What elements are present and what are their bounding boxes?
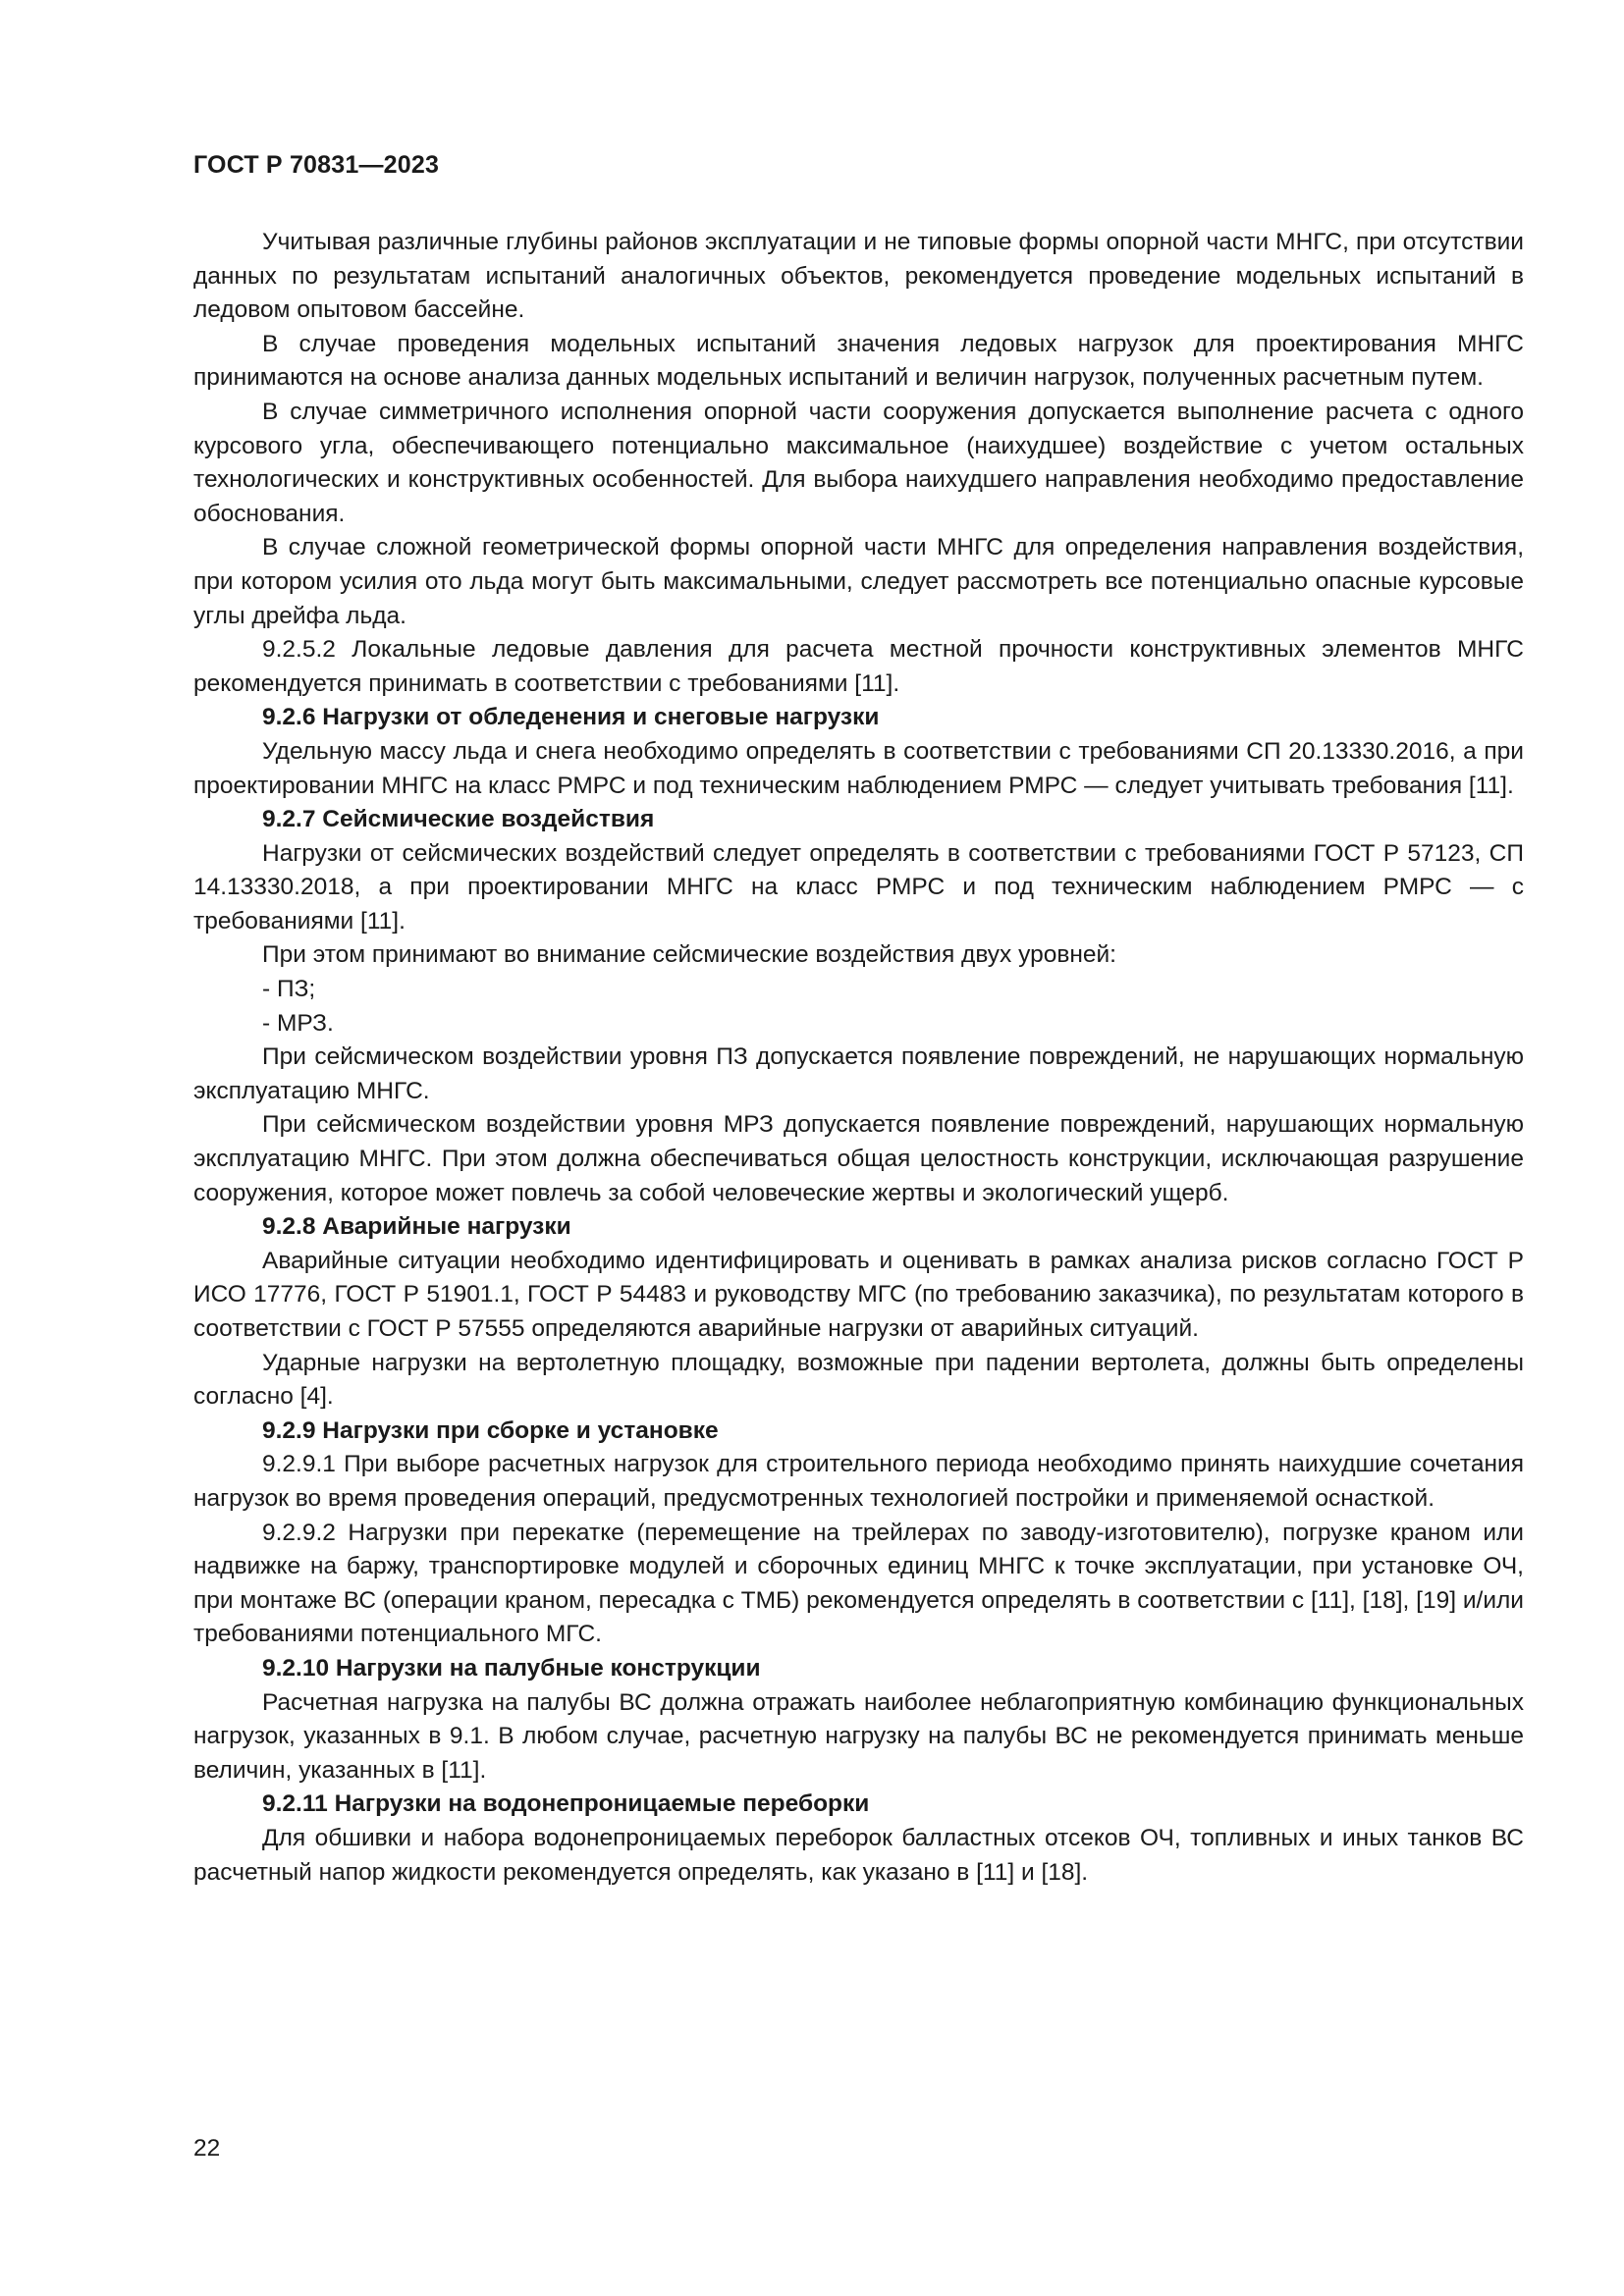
- list-item: - ПЗ;: [262, 976, 316, 1003]
- paragraph: 9.2.9.2 Нагрузки при перекатке (перемещение на трейлерах по заводу-изготовителю), погрузке краном или надвижке на баржу, транспортировке модулей и сборочных единиц МНГС к точке эксплуатации, при установке ОЧ, при монтаже ВС (операции краном, пересадка с ТМБ) рекомендуется определять в соответствии с [11], [18], [19] и/или требованиями потенциального МГС.: [193, 1519, 1524, 1648]
- section-heading: 9.2.7 Сейсмические воздействия: [262, 806, 655, 833]
- page-number: 22: [193, 2135, 221, 2162]
- paragraph: Нагрузки от сейсмических воздействий следует определять в соответствии с требованиями ГОСТ Р 57123, СП 14.13330.2018, а при проектировании МНГС на класс РМРС и под техническим наблюдением РМРС — с требованиями [11].: [193, 839, 1524, 934]
- document-body: [193, 226, 1524, 1890]
- list-item: - МРЗ.: [262, 1009, 334, 1037]
- paragraph: Учитывая различные глубины районов эксплуатации и не типовые формы опорной части МНГС, при отсутствии данных по результатам испытаний аналогичных объектов, рекомендуется проведение модельных испытаний в ледовом опытовом бассейне.: [193, 229, 1524, 324]
- paragraph: При этом принимают во внимание сейсмические воздействия двух уровней:: [262, 941, 1116, 969]
- paragraph: 9.2.5.2 Локальные ледовые давления для расчета местной прочности конструктивных элементов МНГС рекомендуется принимать в соответствии с требованиями [11].: [193, 636, 1524, 697]
- section-heading: 9.2.10 Нагрузки на палубные конструкции: [262, 1654, 761, 1682]
- section-heading: 9.2.9 Нагрузки при сборке и установке: [262, 1416, 719, 1444]
- section-heading: 9.2.6 Нагрузки от обледенения и снеговые нагрузки: [262, 704, 880, 731]
- paragraph: При сейсмическом воздействии уровня ПЗ допускается появление повреждений, не нарушающих нормальную эксплуатацию МНГС.: [193, 1043, 1524, 1104]
- section-heading: 9.2.11 Нагрузки на водонепроницаемые переборки: [262, 1790, 870, 1818]
- paragraph: В случае сложной геометрической формы опорной части МНГС для определения направления воздействия, при котором усилия ото льда могут быть максимальными, следует рассмотреть все потенциально опасные курсовые углы дрейфа льда.: [193, 534, 1524, 629]
- section-heading: 9.2.8 Аварийные нагрузки: [262, 1213, 571, 1241]
- paragraph: Аварийные ситуации необходимо идентифицировать и оценивать в рамках анализа рисков согласно ГОСТ Р ИСО 17776, ГОСТ Р 51901.1, ГОСТ Р 54483 и руководству МГС (по требованию заказчика), по результатам которого в соответствии с ГОСТ Р 57555 определяются аварийные нагрузки от аварийных ситуаций.: [193, 1247, 1524, 1342]
- paragraph: 9.2.9.1 При выборе расчетных нагрузок для строительного периода необходимо принять наихудшие сочетания нагрузок во время проведения операций, предусмотренных технологией постройки и применяемой оснасткой.: [193, 1451, 1524, 1512]
- document-header: ГОСТ Р 70831—2023: [193, 151, 440, 179]
- paragraph: В случае симметричного исполнения опорной части сооружения допускается выполнение расчета с одного курсового угла, обеспечивающего потенциально максимальное (наихудшее) воздействие с учетом остальных технологических и конструктивных особенностей. Для выбора наихудшего направления необходимо предоставление обоснования.: [193, 398, 1524, 527]
- paragraph: Для обшивки и набора водонепроницаемых переборок балластных отсеков ОЧ, топливных и иных танков ВС расчетный напор жидкости рекомендуется определять, как указано в [11] и [18].: [193, 1824, 1524, 1886]
- paragraph: В случае проведения модельных испытаний значения ледовых нагрузок для проектирования МНГС принимаются на основе анализа данных модельных испытаний и величин нагрузок, полученных расчетным путем.: [193, 330, 1524, 392]
- paragraph: Удельную массу льда и снега необходимо определять в соответствии с требованиями СП 20.13330.2016, а при проектировании МНГС на класс РМРС и под техническим наблюдением РМРС — следует учитывать требования [11].: [193, 737, 1524, 799]
- paragraph: При сейсмическом воздействии уровня МРЗ допускается появление повреждений, нарушающих нормальную эксплуатацию МНГС. При этом должна обеспечиваться общая целостность конструкции, исключающая разрушение сооружения, которое может повлечь за собой человеческие жертвы и экологический ущерб.: [193, 1111, 1524, 1206]
- paragraph: Расчетная нагрузка на палубы ВС должна отражать наиболее неблагоприятную комбинацию функциональных нагрузок, указанных в 9.1. В любом случае, расчетную нагрузку на палубы ВС не рекомендуется принимать меньше величин, указанных в [11].: [193, 1688, 1524, 1784]
- paragraph: Ударные нагрузки на вертолетную площадку, возможные при падении вертолета, должны быть определены согласно [4].: [193, 1349, 1524, 1411]
